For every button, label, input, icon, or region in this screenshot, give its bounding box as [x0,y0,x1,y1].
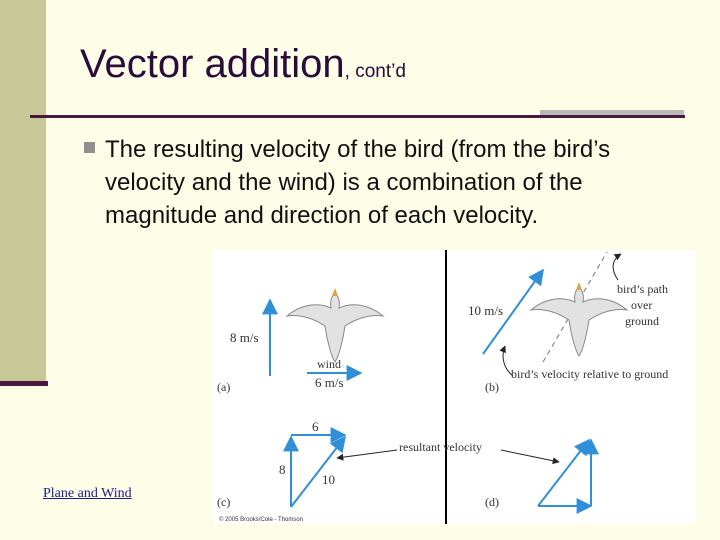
left-accent-band [0,0,46,385]
bird-icon [287,288,383,362]
title-rule [30,115,685,118]
bird-icon [531,282,627,356]
resultant-velocity-label: resultant velocity [399,440,482,454]
path-pointer-arrow [613,254,621,280]
speed-10-label: 10 m/s [468,303,504,318]
resultant-pointer-right [501,450,559,462]
bird-path-label-1: bird’s path [617,282,668,296]
slide-title [80,42,406,87]
relative-velocity-label: bird’s velocity relative to ground [511,367,669,381]
bird-speed-label: 8 m/s [230,330,259,345]
bullet-text: The resulting velocity of the bird (from the bird’s velocity and the wind) is a combination of the magnitude and direction of each velocity. [105,136,611,229]
triangle-d-hypotenuse [538,440,589,506]
title-sub: , cont’d [344,61,406,82]
bullet-square-icon [84,142,95,153]
side-8-label: 8 [279,462,286,477]
panel-a-label: (a) [217,380,231,394]
plane-and-wind-link[interactable]: Plane and Wind [43,486,132,501]
panel-b-label: (b) [485,380,499,394]
bird-path-label-3: ground [625,314,659,328]
wind-speed-label: 6 m/s [315,375,344,390]
side-6-label: 6 [312,419,319,434]
left-accent-edge [0,381,48,386]
title-main: Vector addition [80,42,345,86]
resultant-pointer-left [337,450,397,458]
hyp-10-label: 10 [322,472,335,487]
triangle-hypotenuse-10 [291,437,345,507]
panel-c-label: (c) [217,495,231,509]
wind-label: wind [317,357,341,371]
vector-figure [213,250,696,524]
copyright-text: © 2005 Brooks/Cole - Thomson [219,517,304,523]
bird-path-label-2: over [631,298,653,312]
panel-d-label: (d) [485,495,499,509]
vector-figure-svg [213,250,696,524]
